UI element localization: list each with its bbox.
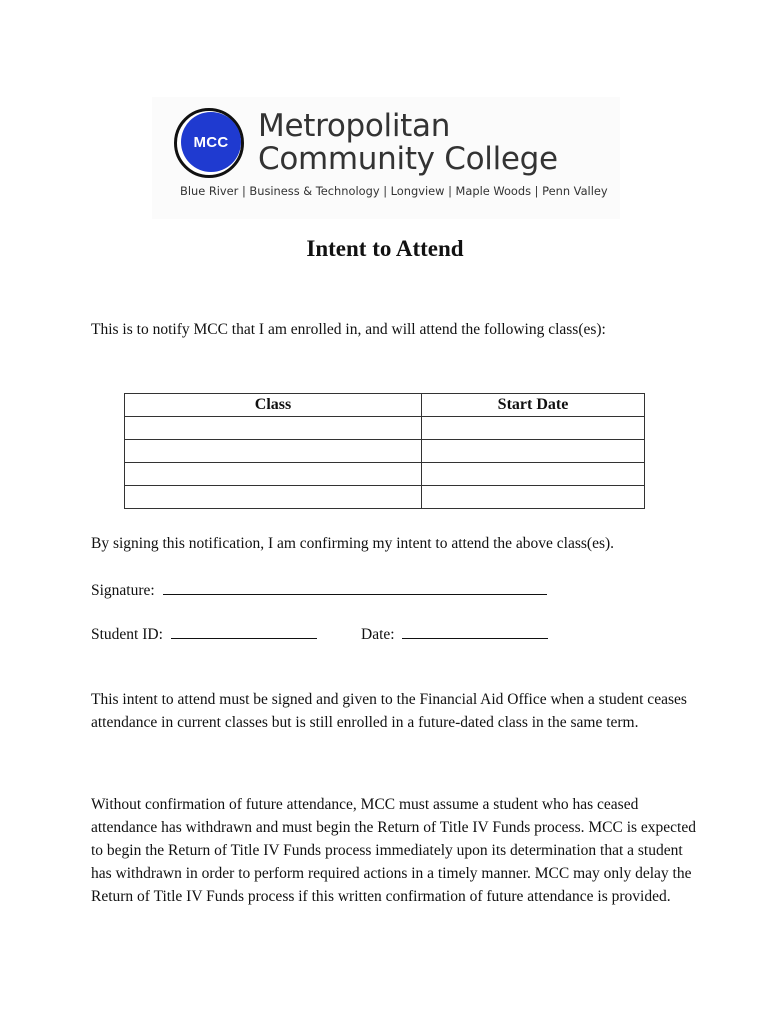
table-row [125,417,645,440]
logo-name-line2: Community College [258,141,558,177]
start-date-cell[interactable] [422,417,645,440]
financial-aid-instructions: This intent to attend must be signed and given to the Financial Aid Office when a student ceases attendance in current classes but is still enrolled in a future-dated class in the same term. [91,691,687,731]
class-table [124,393,645,509]
class-cell[interactable] [125,440,422,463]
class-column-header: Class [125,394,422,417]
class-cell[interactable] [125,417,422,440]
table-row [125,463,645,486]
title-iv-notice: Without confirmation of future attendance, MCC must assume a student who has ceased attendance has withdrawn and must begin the Return of Title IV Funds process. MCC is expected to begin the Return of Title IV Funds process immediately upon its determination that a student has withdrawn in order to perform required actions in a timely manner. MCC may only delay the Return of Title IV Funds process if this written confirmation of future attendance is provided. [91,796,696,905]
signature-field[interactable] [163,580,547,595]
start-date-cell[interactable] [422,486,645,509]
notify-statement: This is to notify MCC that I am enrolled in, and will attend the following class(es): [91,321,606,338]
college-logo [152,97,620,219]
class-cell[interactable] [125,463,422,486]
date-row [361,624,548,646]
confirmation-statement: By signing this notification, I am confirming my intent to attend the above class(es). [91,535,615,552]
form-title: Intent to Attend [306,236,464,261]
class-table-header [125,394,645,417]
student-id-row [91,624,317,646]
start-date-cell[interactable] [422,440,645,463]
logo-campuses: Blue River | Business & Technology | Longview | Maple Woods | Penn Valley [180,184,608,198]
date-field[interactable] [402,624,548,639]
signature-row [91,580,547,602]
class-cell[interactable] [125,486,422,509]
logo-initials: MCC [193,133,229,151]
logo-badge [181,112,241,172]
student-id-field[interactable] [171,624,317,639]
student-id-label: Student ID: [91,626,163,643]
logo-name-line1: Metropolitan [258,108,451,144]
table-row [125,486,645,509]
signature-label: Signature: [91,582,155,599]
start-date-column-header: Start Date [422,394,645,417]
table-row [125,440,645,463]
start-date-cell[interactable] [422,463,645,486]
date-label: Date: [361,626,395,643]
